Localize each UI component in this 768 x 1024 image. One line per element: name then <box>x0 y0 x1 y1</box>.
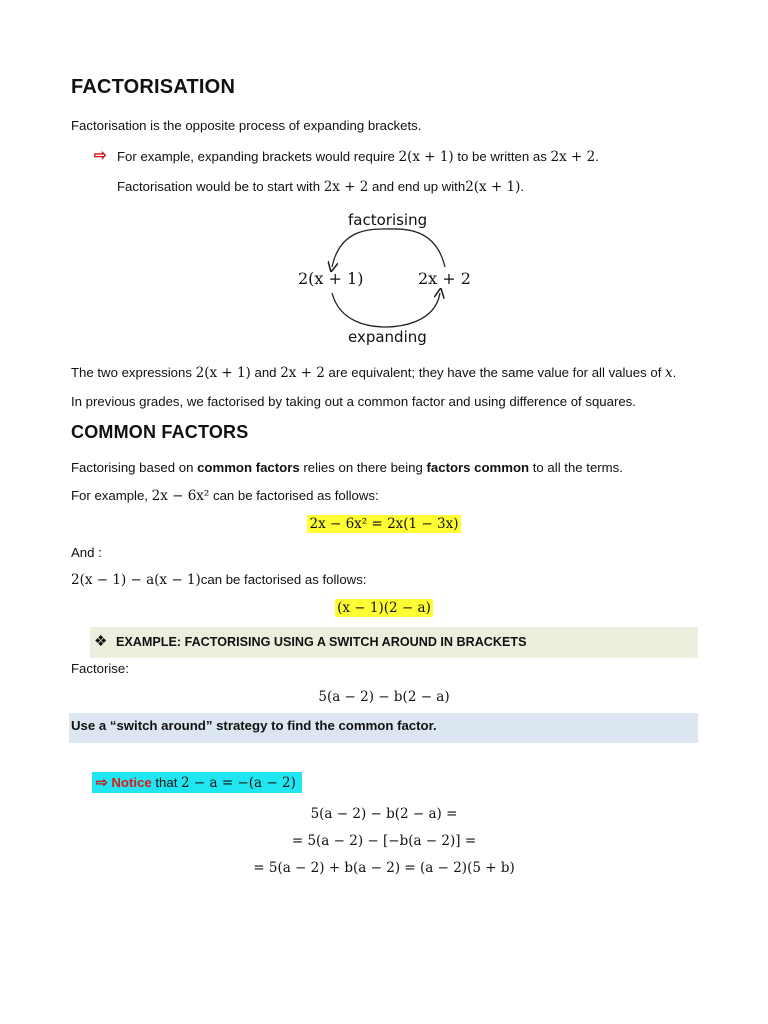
working-line-2: = 5(a − 2) − [−b(a − 2)] = <box>291 833 477 849</box>
diamond-bullet-icon: ❖ <box>94 633 108 650</box>
intro-text: Factorisation is the opposite process of expanding brackets. <box>71 118 422 133</box>
example-box <box>90 627 698 658</box>
example-line-1: For example, expanding brackets would require 2(x + 1) to be written as 2x + 2. <box>117 149 599 165</box>
working-line-3: = 5(a − 2) + b(a − 2) = (a − 2)(5 + b) <box>253 860 515 876</box>
section-heading-common-factors: COMMON FACTORS <box>71 422 249 442</box>
common-factors-text: Factorising based on common factors relies on there being factors common to all the terms. <box>71 460 623 475</box>
notice-line: ⇨ Notice that 2 − a = −(a − 2) <box>92 774 302 791</box>
strategy-box <box>69 713 698 743</box>
equation-1-row <box>0 515 768 533</box>
factorise-label: Factorise: <box>71 661 129 676</box>
equation-3: 5(a − 2) − b(2 − a) <box>318 689 450 705</box>
example-line-2: Factorisation would be to start with 2x + 2 and end up with2(x + 1). <box>117 179 525 195</box>
factorising-diagram <box>290 205 480 350</box>
equation-2-row <box>0 599 768 617</box>
working-line-1: 5(a − 2) − b(2 − a) = <box>310 806 458 822</box>
diagram-left-expression: 2(x + 1) <box>298 269 364 288</box>
and-text: And : <box>71 545 102 560</box>
diagram-label-top: factorising <box>348 211 428 229</box>
diagram-right-expression: 2x + 2 <box>418 269 471 288</box>
page-title: FACTORISATION <box>71 76 236 98</box>
for-example-text: For example, 2x − 6x² can be factorised as follows: <box>71 488 379 504</box>
previous-grades-text: In previous grades, we factorised by taking out a common factor and using difference of squares. <box>71 394 636 409</box>
expression-line: 2(x − 1) − a(x − 1)can be factorised as follows: <box>71 572 367 588</box>
example-title: EXAMPLE: FACTORISING USING A SWITCH AROUND IN BRACKETS <box>116 635 527 649</box>
equation-3-row <box>0 688 768 706</box>
right-arrow-icon: ⇨ <box>96 774 108 790</box>
equation-1: 2x − 6x² = 2x(1 − 3x) <box>309 516 459 532</box>
right-arrow-icon: ⇨ <box>94 147 107 164</box>
diagram-label-bottom: expanding <box>348 328 427 346</box>
strategy-text: Use a “switch around” strategy to find the common factor. <box>71 718 437 733</box>
equation-2: (x − 1)(2 − a) <box>337 600 431 616</box>
equivalence-text: The two expressions 2(x + 1) and 2x + 2 are equivalent; they have the same value for all values of x. <box>71 365 677 381</box>
